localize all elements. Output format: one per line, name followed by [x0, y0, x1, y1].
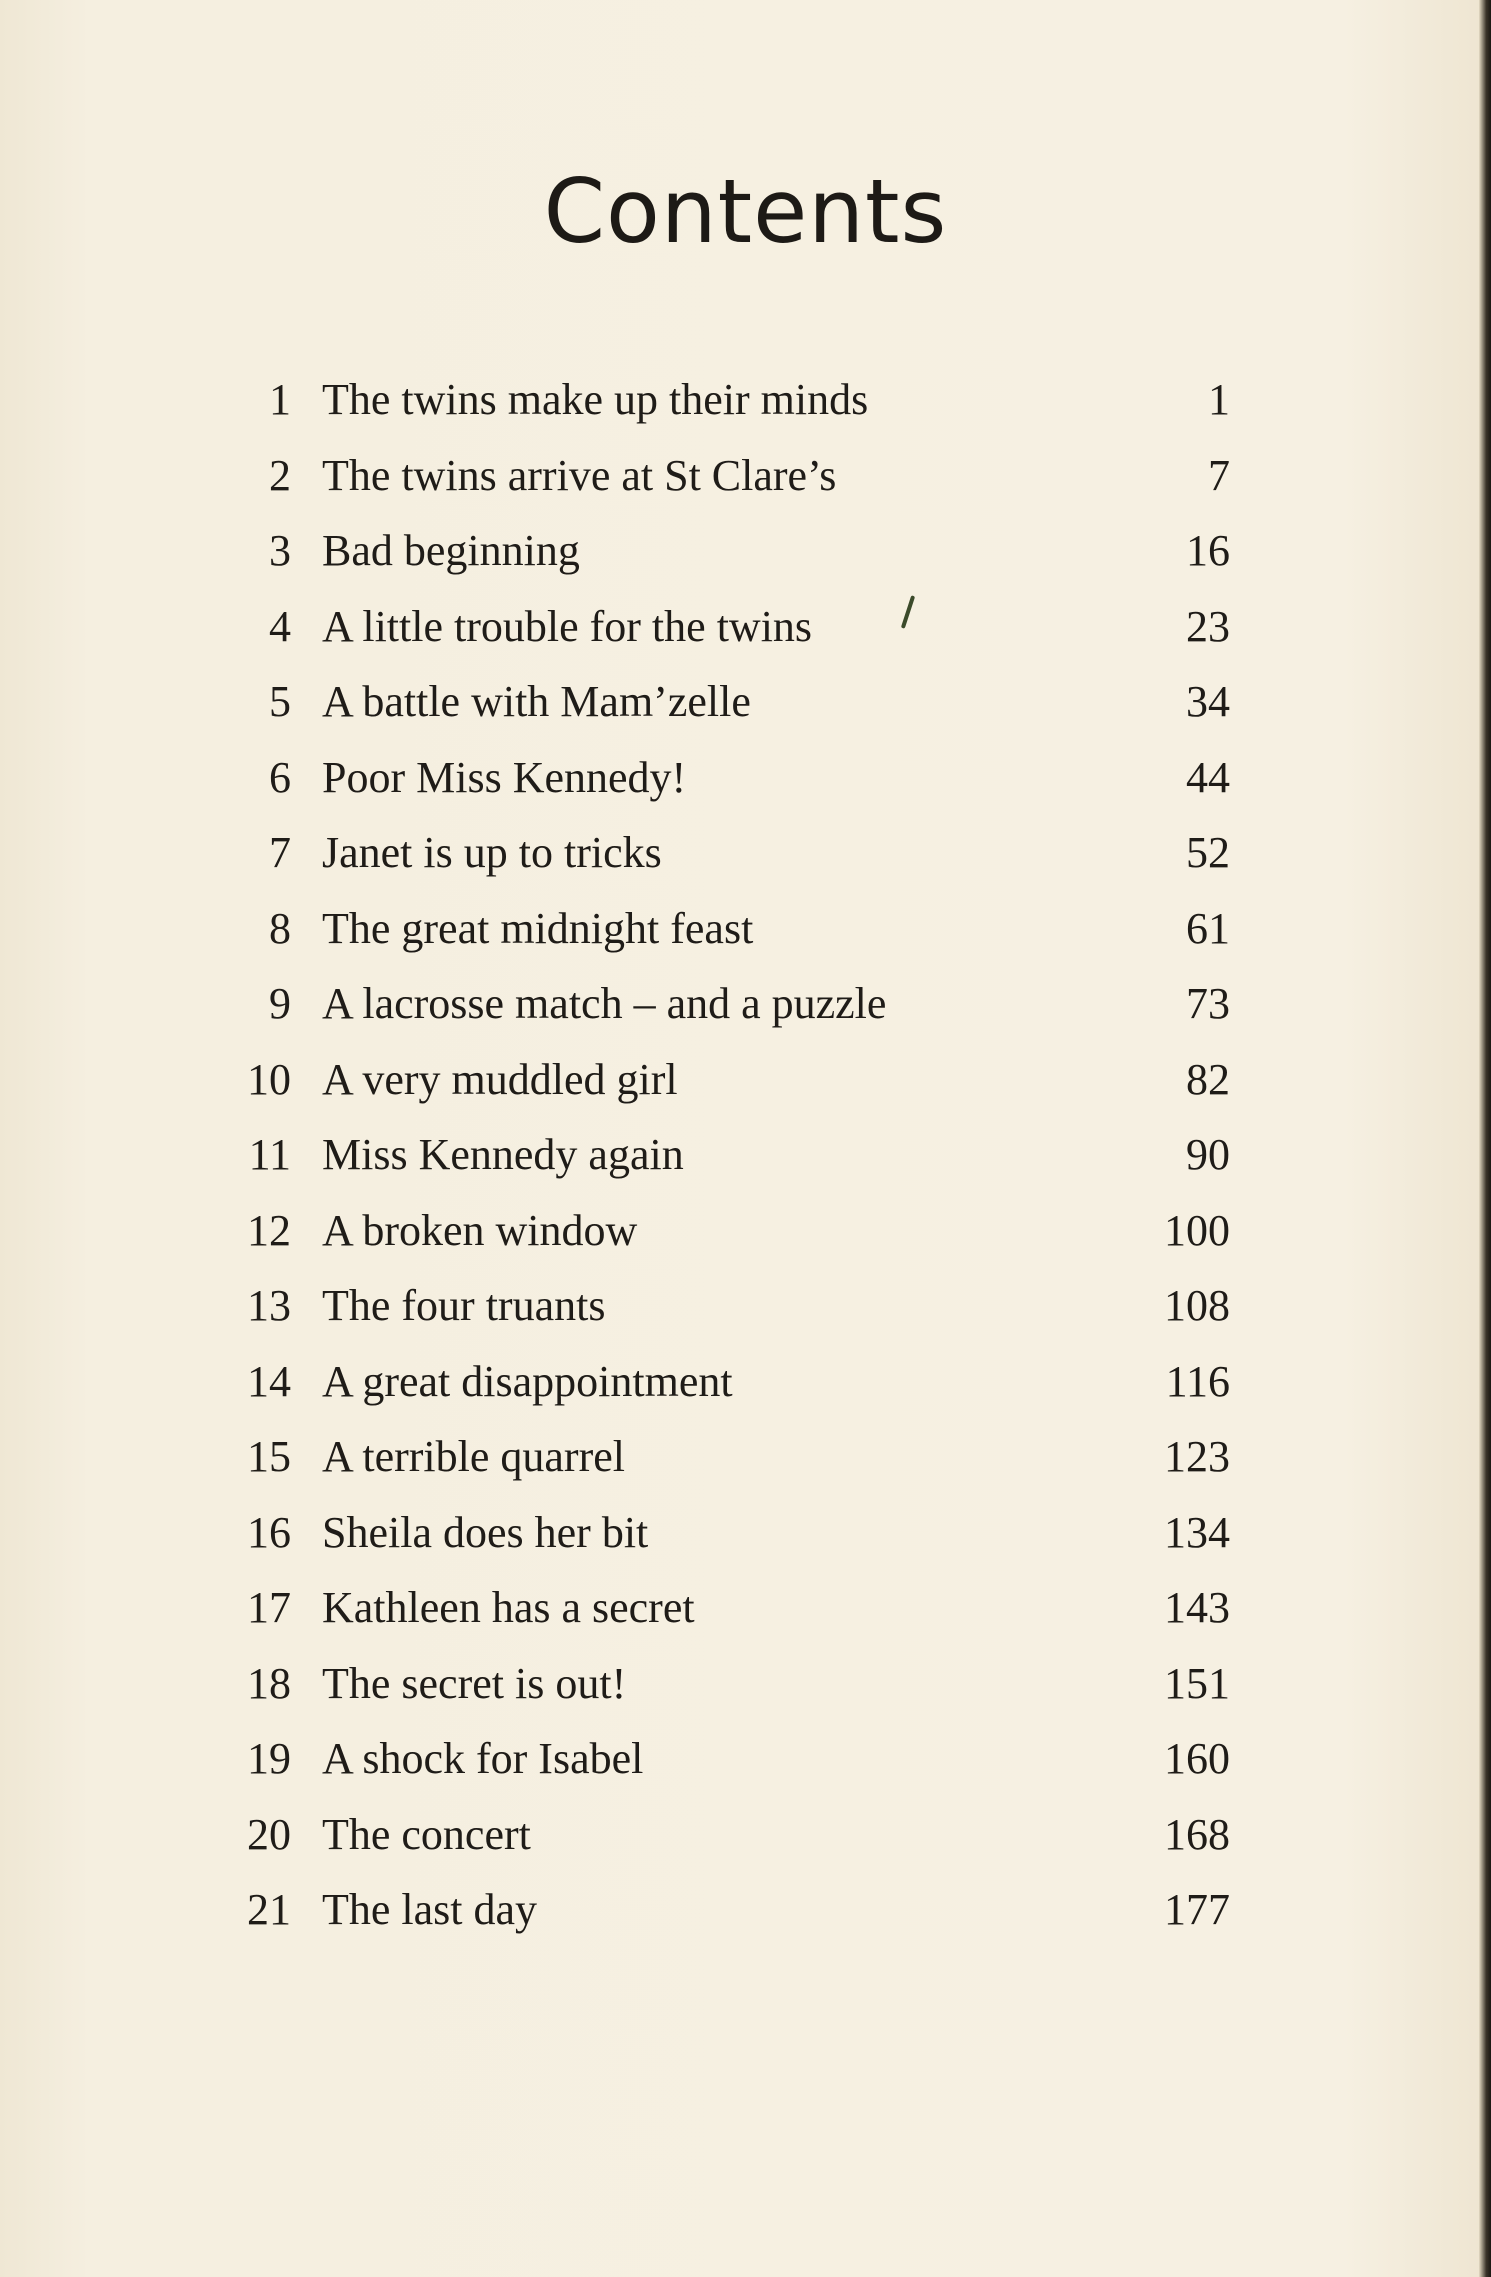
chapter-title: Miss Kennedy again: [322, 1130, 684, 1179]
chapter-title: Poor Miss Kennedy!: [322, 752, 687, 802]
page-title: Contents: [543, 160, 948, 263]
chapter-number: 2: [269, 450, 291, 500]
chapter-page-number: 52: [1186, 828, 1230, 877]
toc-entry: [225, 362, 1235, 438]
chapter-page-number: 7: [1208, 450, 1230, 500]
toc-entry: [225, 1042, 1235, 1118]
chapter-page-number: 116: [1165, 1356, 1230, 1406]
chapter-title: Sheila does her bit: [322, 1507, 649, 1557]
toc-entry: [225, 1646, 1235, 1722]
chapter-title: A very muddled girl: [322, 1054, 678, 1104]
chapter-number: 12: [247, 1205, 291, 1255]
chapter-number: 9: [269, 979, 291, 1028]
toc-entry: [225, 891, 1235, 967]
toc-entry: [225, 438, 1235, 514]
chapter-page-number: 16: [1186, 526, 1230, 575]
chapter-number: 11: [248, 1130, 291, 1179]
chapter-page-number: 177: [1164, 1885, 1230, 1934]
chapter-number: 16: [247, 1507, 291, 1557]
toc-entry: [225, 1570, 1235, 1646]
chapter-number: 7: [269, 828, 291, 877]
toc-entry: [225, 1797, 1235, 1873]
toc-entry: [225, 1872, 1235, 1948]
chapter-title: A great disappointment: [322, 1356, 733, 1406]
chapter-page-number: 90: [1186, 1130, 1230, 1179]
chapter-title: The twins arrive at St Clare’s: [322, 450, 837, 500]
toc-entry: [225, 740, 1235, 816]
chapter-title: A terrible quarrel: [322, 1432, 625, 1481]
chapter-page-number: 82: [1186, 1054, 1230, 1104]
chapter-page-number: 123: [1164, 1432, 1230, 1481]
chapter-number: 17: [247, 1583, 291, 1632]
chapter-number: 14: [247, 1356, 291, 1406]
chapter-number: 3: [269, 526, 291, 575]
chapter-number: 18: [247, 1658, 291, 1708]
chapter-title: The last day: [322, 1885, 538, 1934]
chapter-page-number: 1: [1208, 375, 1230, 424]
chapter-title: The four truants: [322, 1281, 606, 1330]
chapter-number: 1: [269, 375, 291, 424]
chapter-number: 20: [247, 1809, 291, 1859]
toc-entry: [225, 664, 1235, 740]
chapter-title: Kathleen has a secret: [322, 1583, 695, 1632]
toc-entry: [225, 1495, 1235, 1571]
chapter-page-number: 61: [1186, 903, 1230, 953]
chapter-number: 10: [247, 1054, 291, 1104]
chapter-title: The concert: [322, 1809, 531, 1859]
toc-entry: [225, 1721, 1235, 1797]
chapter-title: The great midnight feast: [322, 903, 754, 953]
toc-entry: [225, 1117, 1235, 1193]
chapter-page-number: 73: [1186, 979, 1230, 1028]
toc-entry: [225, 513, 1235, 589]
toc-entry: [225, 1419, 1235, 1495]
chapter-title: A shock for Isabel: [322, 1734, 644, 1783]
chapter-number: 8: [269, 903, 291, 953]
chapter-number: 19: [247, 1734, 291, 1783]
chapter-title: A battle with Mam’zelle: [322, 677, 751, 726]
chapter-title: The secret is out!: [322, 1658, 627, 1708]
chapter-title: Janet is up to tricks: [322, 828, 662, 877]
chapter-page-number: 134: [1164, 1507, 1230, 1557]
chapter-number: 21: [247, 1885, 291, 1934]
chapter-number: 4: [269, 601, 291, 651]
toc-entry: [225, 966, 1235, 1042]
chapter-title: The twins make up their minds: [322, 375, 869, 424]
page-spine-edge: [1479, 0, 1491, 2277]
toc-entry: [225, 1193, 1235, 1269]
chapter-number: 13: [247, 1281, 291, 1330]
chapter-number: 6: [269, 752, 291, 802]
toc-entry: [225, 589, 1235, 665]
chapter-page-number: 108: [1164, 1281, 1230, 1330]
chapter-page-number: 100: [1164, 1205, 1230, 1255]
chapter-page-number: 168: [1164, 1809, 1230, 1859]
chapter-page-number: 160: [1164, 1734, 1230, 1783]
chapter-page-number: 143: [1164, 1583, 1230, 1632]
chapter-title: A broken window: [322, 1205, 638, 1255]
chapter-page-number: 44: [1186, 752, 1230, 802]
chapter-number: 15: [247, 1432, 291, 1481]
chapter-page-number: 34: [1186, 677, 1230, 726]
chapter-page-number: 23: [1186, 601, 1230, 651]
chapter-title: Bad beginning: [322, 526, 580, 575]
toc-entry: [225, 1344, 1235, 1420]
toc-entry: [225, 1268, 1235, 1344]
chapter-title: A little trouble for the twins: [322, 601, 813, 651]
chapter-title: A lacrosse match – and a puzzle: [322, 979, 887, 1028]
table-of-contents: [225, 362, 1235, 1948]
chapter-page-number: 151: [1164, 1658, 1230, 1708]
toc-entry: [225, 815, 1235, 891]
chapter-number: 5: [269, 677, 291, 726]
